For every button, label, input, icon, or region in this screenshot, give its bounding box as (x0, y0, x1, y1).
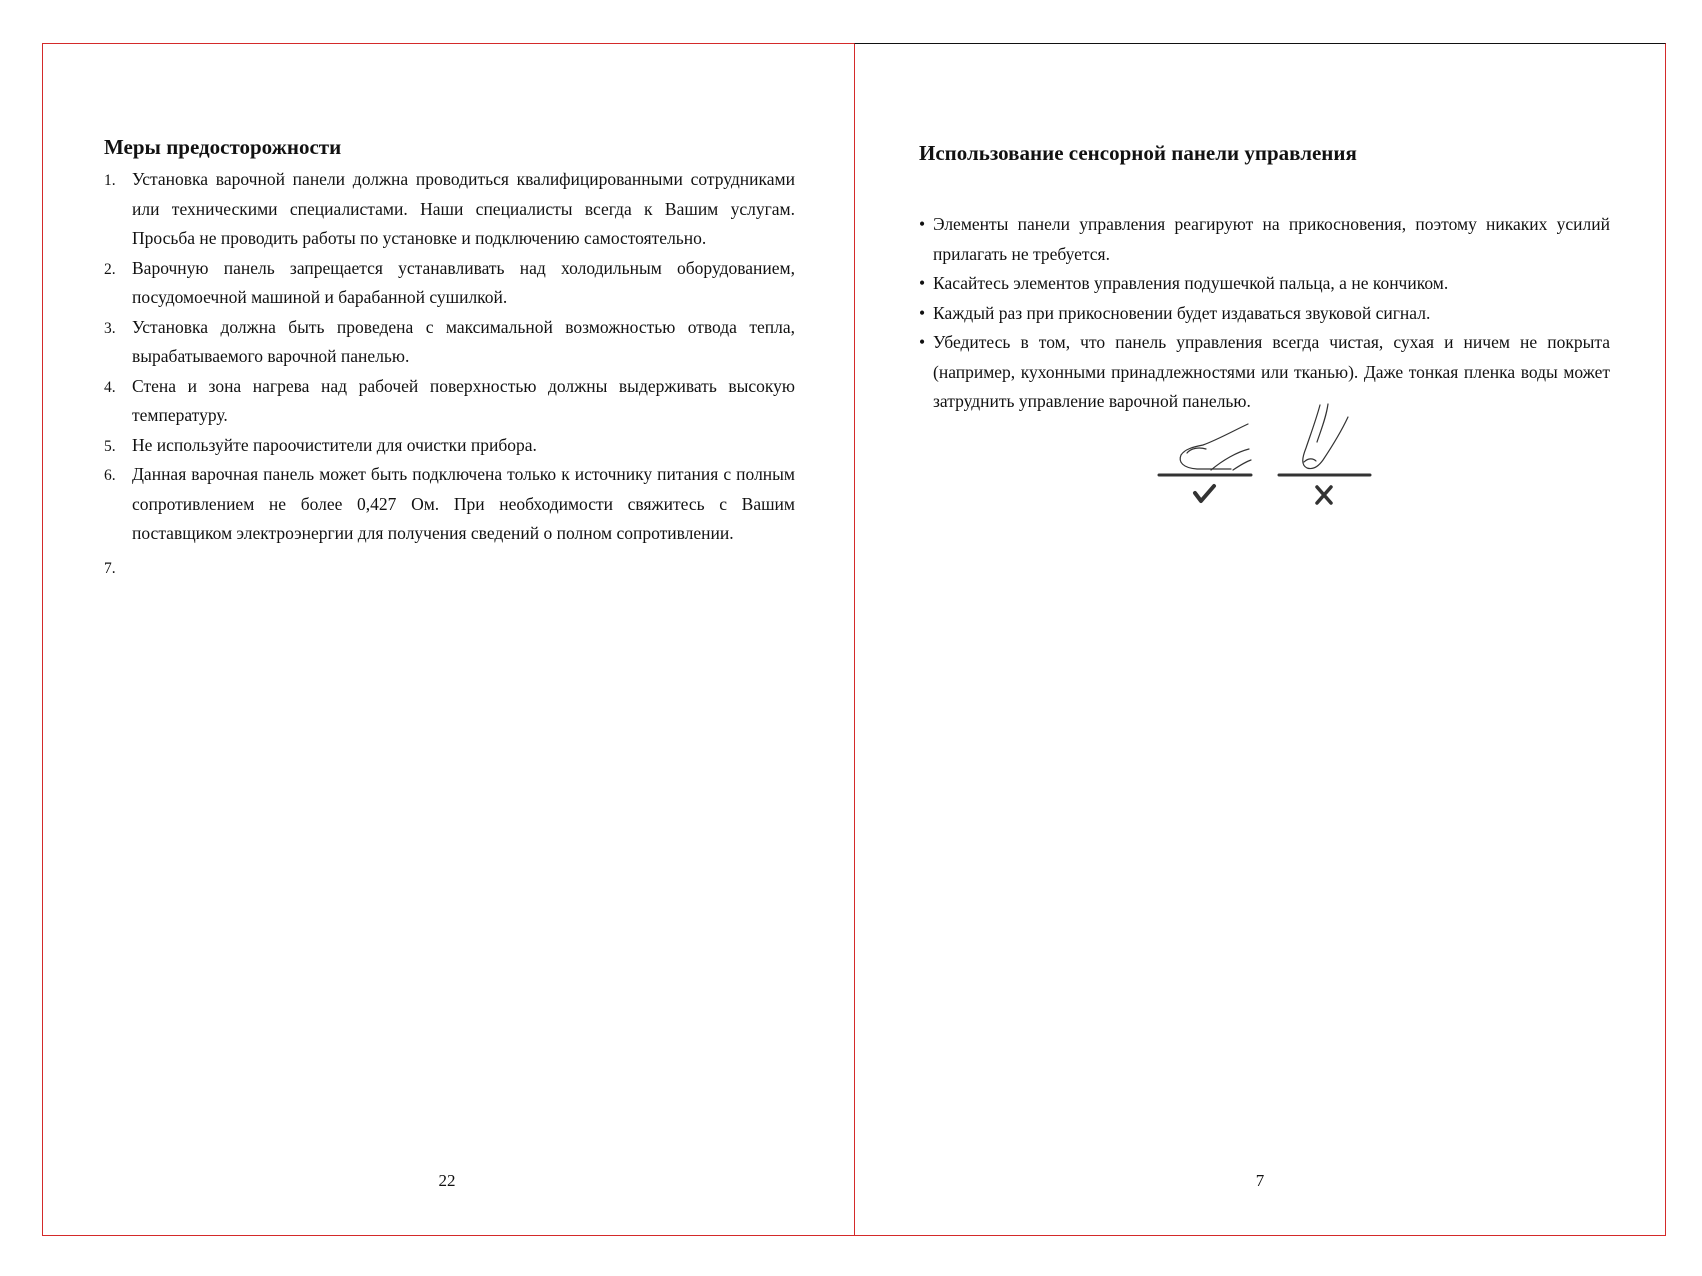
list-item (104, 553, 795, 583)
list-item (104, 165, 795, 254)
item-text: Элементы панели управления реагируют на прикосновения, поэтому никаких усилий прилагать не требуется. (933, 214, 1610, 264)
finger-pad-icon (1180, 424, 1251, 470)
item-number: 3. (104, 319, 116, 337)
bullet-icon: • (919, 273, 926, 293)
list-item (104, 313, 795, 372)
page-number: 22 (438, 1171, 456, 1190)
finger-tip-icon (1303, 404, 1348, 469)
finger-touch-svg (1145, 400, 1375, 525)
item-number: 2. (104, 260, 116, 278)
list-item (104, 372, 795, 431)
page-heading: Использование сенсорной панели управления (919, 141, 1357, 165)
right-page (854, 43, 1666, 1236)
page-number: 7 (1255, 1171, 1265, 1190)
finger-touch-illustration (1145, 400, 1375, 525)
item-text: Установка должна быть проведена с максимальной возможностью отвода тепла, вырабатываемого варочной панелью. (132, 316, 795, 366)
bullet-icon: • (919, 302, 926, 323)
list-item (919, 299, 1610, 329)
touch-tips-list (919, 210, 1610, 417)
item-text: Установка варочной панели должна проводиться квалифицированными сотрудниками или техническими специалистами. Наши специалисты всегда к Вашим услугам. Просьба не проводить работы по установке и подключению самостоятельно. (132, 169, 795, 248)
item-text: Убедитесь в том, что панель управления всегда чистая, сухая и ничем не покрыта (например, кухонными принадлежностями или тканью). Даже тонкая пленка воды может затруднить управление варочной панелью. (933, 332, 1610, 411)
list-item (104, 254, 795, 313)
item-number: 1. (104, 172, 116, 189)
item-number: 7. (104, 559, 116, 577)
left-page (42, 43, 855, 1236)
item-text: Данная варочная панель может быть подключена только к источнику питания с полным сопротивлением не более 0,427 Ом. При необходимости свяжитесь с Вашим поставщиком электроэнергии для получения сведений о полном сопротивлении. (132, 464, 795, 543)
page-heading: Меры предосторожности (104, 135, 342, 159)
checkmark-icon (1195, 486, 1214, 501)
item-text: Не используйте пароочистители для очистки прибора. (132, 434, 537, 455)
cross-icon (1317, 487, 1331, 503)
item-text: Варочную панель запрещается устанавливать над холодильным оборудованием, посудомоечной машиной и барабанной сушилкой. (132, 257, 795, 307)
item-number: 6. (104, 467, 116, 484)
list-item (104, 431, 795, 461)
precautions-list (104, 165, 795, 583)
bullet-icon: • (919, 214, 926, 234)
list-item (104, 460, 795, 549)
list-item (919, 269, 1610, 299)
bullet-icon: • (919, 332, 926, 352)
item-number: 5. (104, 437, 116, 455)
item-text: Каждый раз при прикосновении будет издаваться звуковой сигнал. (933, 302, 1431, 323)
list-item (919, 210, 1610, 269)
item-text: Касайтесь элементов управления подушечкой пальца, а не кончиком. (933, 273, 1449, 293)
item-text: Стена и зона нагрева над рабочей поверхностью должны выдерживать высокую температуру. (132, 375, 795, 425)
item-number: 4. (104, 378, 116, 396)
